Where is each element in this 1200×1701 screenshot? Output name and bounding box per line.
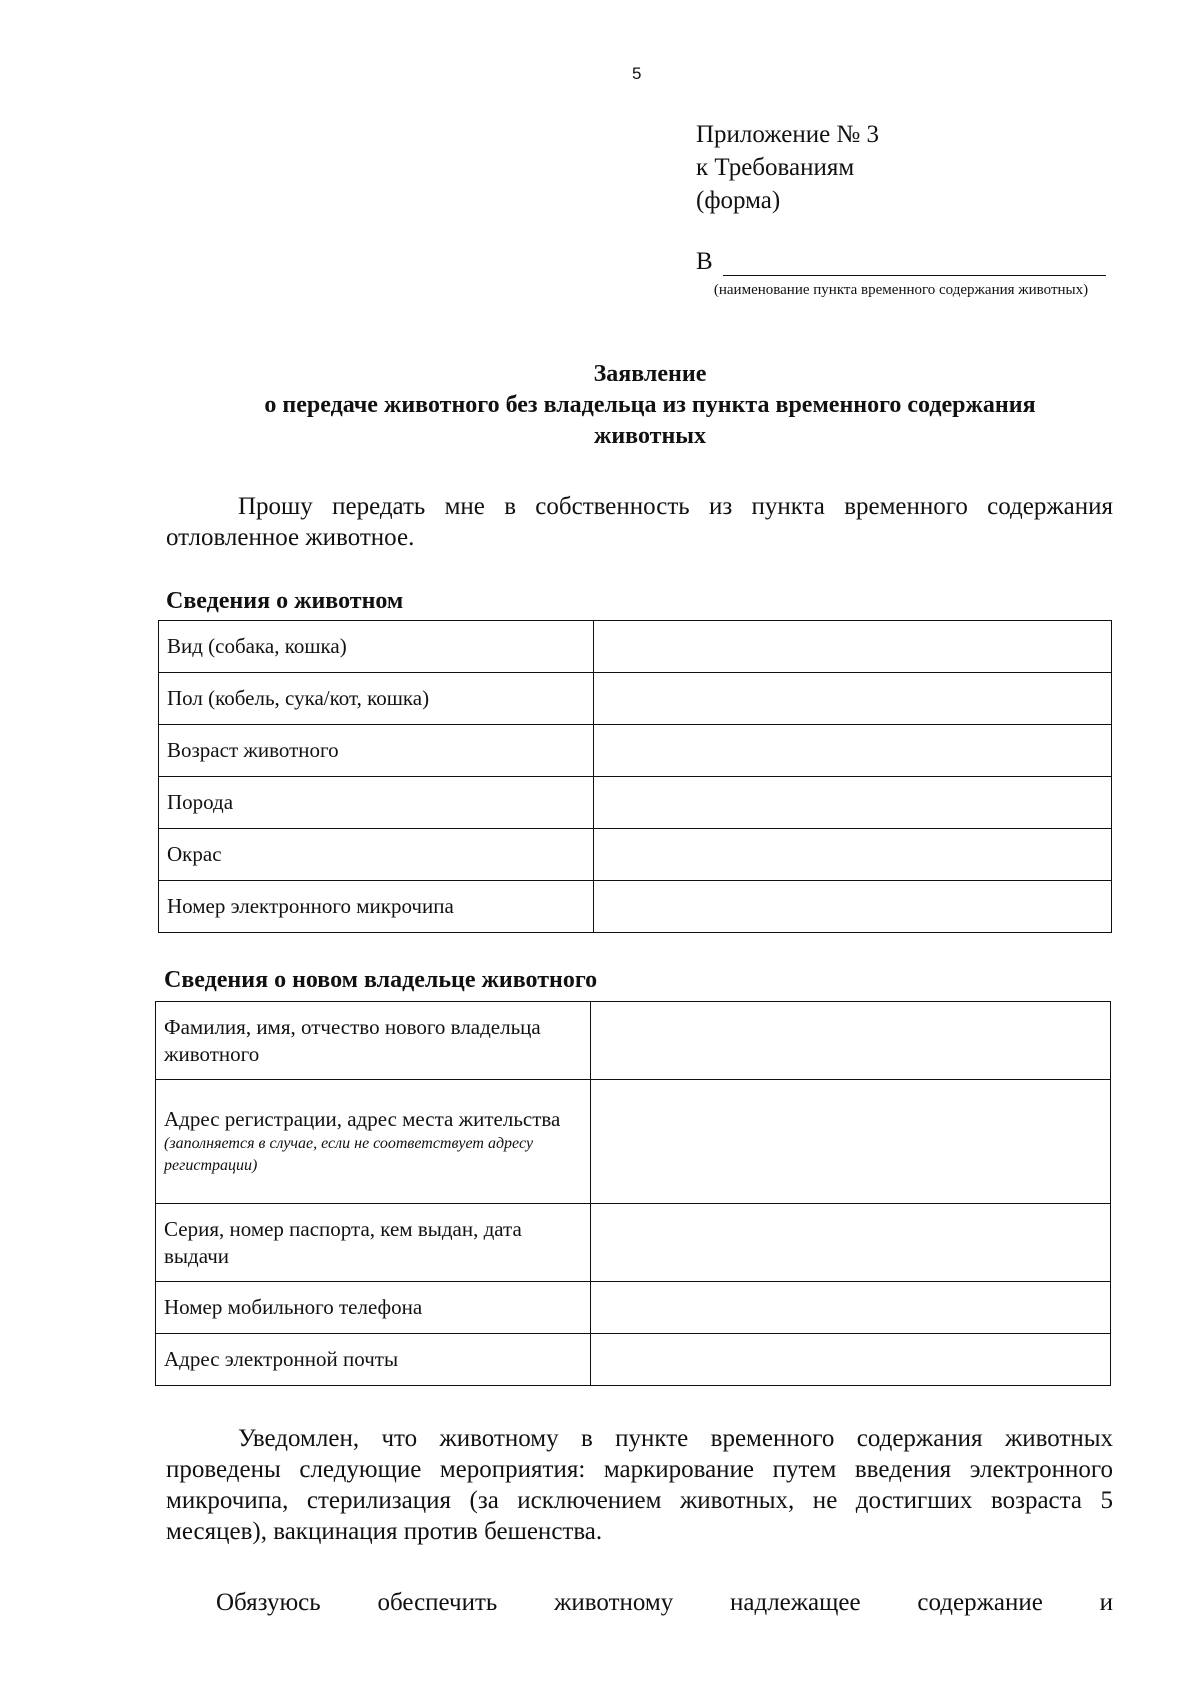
request-paragraph [166, 491, 1113, 553]
table-row [156, 1204, 1111, 1282]
owner-section-heading: Сведения о новом владельце животного [164, 967, 598, 993]
owner-field-label-text: Фамилия, имя, отчество нового владельца животного [164, 1014, 541, 1066]
animal-info-table [158, 620, 1112, 933]
table-row [159, 881, 1112, 933]
notice-text: Уведомлен, что животному в пункте временного содержания животных проведены следующие мероприятия: маркирование путем введения электронного микрочипа, стерилизация (за исключением животных, не достигших возраста 5 месяцев), вакцинация против бешенства. [166, 1425, 1113, 1545]
obligation-paragraph [166, 1587, 1113, 1618]
animal-field-label: Вид (собака, кошка) [159, 621, 594, 673]
animal-section-heading: Сведения о животном [166, 588, 404, 614]
owner-field-label-text: Серия, номер паспорта, кем выдан, дата выдачи [164, 1216, 522, 1268]
owner-field-value[interactable] [591, 1334, 1111, 1386]
table-row [156, 1080, 1111, 1204]
obligation-text: Обязуюсь обеспечить животному надлежащее содержание и [216, 1589, 1113, 1616]
owner-field-label [156, 1282, 591, 1334]
owner-field-label [156, 1334, 591, 1386]
animal-field-label: Пол (кобель, сука/кот, кошка) [159, 673, 594, 725]
owner-field-value[interactable] [591, 1204, 1111, 1282]
page-number: 5 [632, 64, 642, 83]
table-row [159, 725, 1112, 777]
title-line-2: о передаче животного без владельца из пункта временного содержания [264, 392, 1036, 418]
table-row [156, 1002, 1111, 1080]
table-row [159, 777, 1112, 829]
animal-field-label: Окрас [159, 829, 594, 881]
animal-field-value[interactable] [594, 725, 1112, 777]
animal-field-value[interactable] [594, 673, 1112, 725]
appendix-line-2: к Требованиям [696, 154, 855, 181]
owner-field-label-text: Номер мобильного телефона [164, 1295, 423, 1319]
appendix-line-1: Приложение № 3 [696, 121, 880, 148]
recipient-block [696, 248, 1106, 301]
appendix-block [696, 118, 879, 217]
request-text: Прошу передать мне в собственность из пункта временного содержания отловленное животное. [166, 493, 1113, 551]
notice-paragraph [166, 1423, 1113, 1547]
animal-field-label: Номер электронного микрочипа [159, 881, 594, 933]
animal-field-label: Возраст животного [159, 725, 594, 777]
owner-field-value[interactable] [591, 1080, 1111, 1204]
appendix-line-3: (форма) [696, 187, 781, 214]
animal-field-label: Порода [159, 777, 594, 829]
animal-field-value[interactable] [594, 621, 1112, 673]
table-row [159, 621, 1112, 673]
table-row [156, 1334, 1111, 1386]
owner-field-label-text: Адрес регистрации, адрес места жительства [164, 1107, 561, 1131]
table-row [159, 673, 1112, 725]
owner-field-label [156, 1080, 591, 1204]
table-row [156, 1282, 1111, 1334]
owner-field-label [156, 1002, 591, 1080]
recipient-prefix: В [696, 248, 713, 275]
table-row [159, 829, 1112, 881]
owner-field-label-text: Адрес электронной почты [164, 1347, 399, 1371]
owner-info-table [155, 1001, 1111, 1386]
title-line-1: Заявление [593, 361, 707, 387]
title-line-3: животных [593, 423, 707, 449]
document-title [150, 359, 1150, 452]
owner-field-label [156, 1204, 591, 1282]
animal-field-value[interactable] [594, 881, 1112, 933]
animal-field-value[interactable] [594, 777, 1112, 829]
owner-field-value[interactable] [591, 1002, 1111, 1080]
owner-field-note: (заполняется в случае, если не соответствует адресу регистрации) [164, 1135, 534, 1174]
animal-field-value[interactable] [594, 829, 1112, 881]
owner-field-value[interactable] [591, 1282, 1111, 1334]
recipient-hint: (наименование пункта временного содержания животных) [713, 282, 1089, 298]
recipient-blank-field[interactable] [723, 253, 1106, 276]
